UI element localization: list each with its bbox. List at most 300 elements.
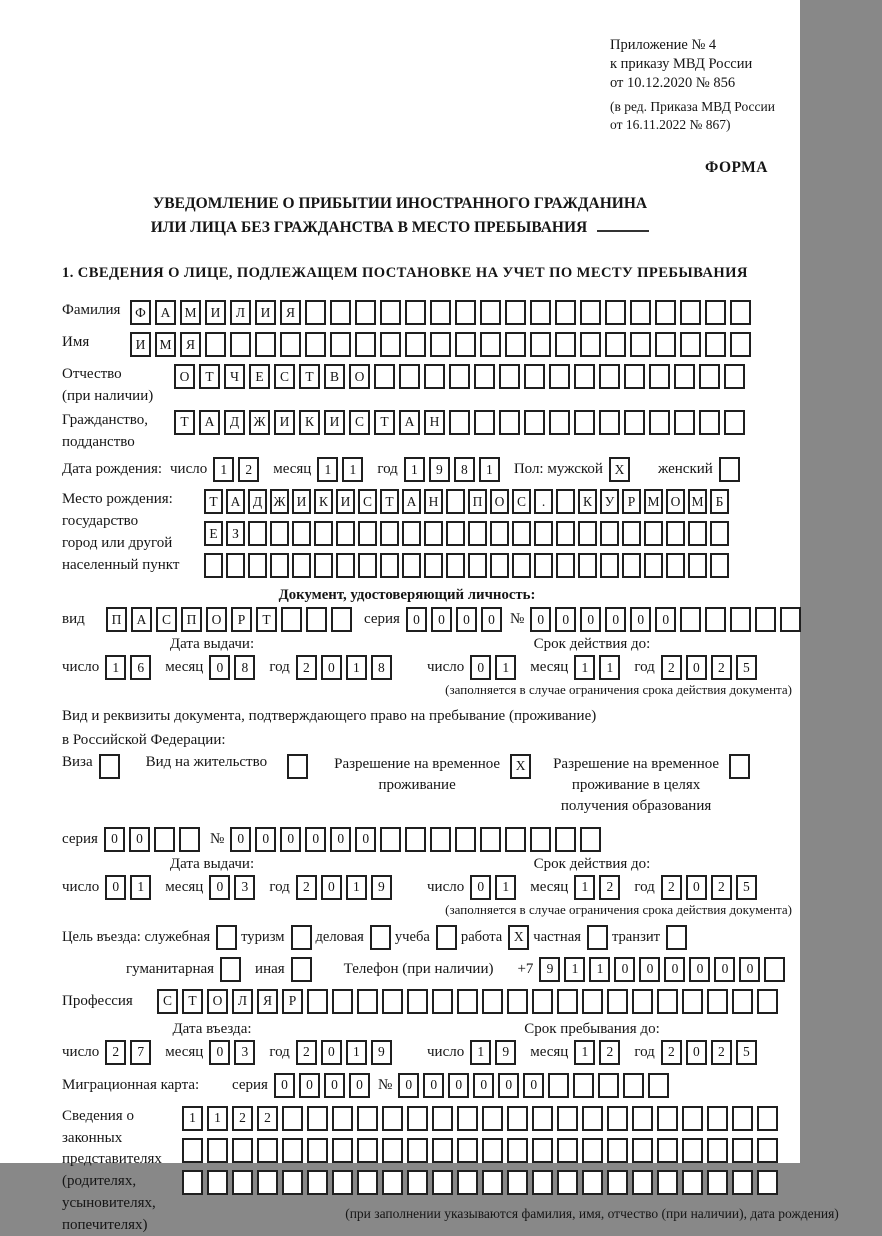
char-cell[interactable]: [764, 957, 785, 982]
char-cell[interactable]: 2: [599, 875, 620, 900]
char-cell[interactable]: [607, 1170, 628, 1195]
char-cell[interactable]: [257, 1138, 278, 1163]
char-cell[interactable]: [446, 489, 465, 514]
char-cell[interactable]: 0: [639, 957, 660, 982]
char-cell[interactable]: 1: [342, 457, 363, 482]
char-cell[interactable]: [555, 332, 576, 357]
char-cell[interactable]: [710, 553, 729, 578]
char-cell[interactable]: Ж: [249, 410, 270, 435]
char-cell[interactable]: [355, 300, 376, 325]
char-cell[interactable]: [607, 1106, 628, 1131]
char-cell[interactable]: [204, 553, 223, 578]
char-cell[interactable]: [632, 1106, 653, 1131]
char-cell[interactable]: [682, 1138, 703, 1163]
char-cell[interactable]: 0: [689, 957, 710, 982]
char-cell[interactable]: 2: [105, 1040, 126, 1065]
char-cell[interactable]: 1: [346, 875, 367, 900]
char-cell[interactable]: [649, 364, 670, 389]
char-cell[interactable]: [457, 989, 478, 1014]
char-cell[interactable]: [380, 827, 401, 852]
char-cell[interactable]: 2: [711, 655, 732, 680]
char-cell[interactable]: [358, 553, 377, 578]
char-cell[interactable]: 1: [495, 655, 516, 680]
char-cell[interactable]: 0: [473, 1073, 494, 1098]
char-cell[interactable]: [182, 1170, 203, 1195]
char-cell[interactable]: [282, 1170, 303, 1195]
char-cell[interactable]: С: [358, 489, 377, 514]
char-cell[interactable]: 2: [257, 1106, 278, 1131]
char-cell[interactable]: [599, 364, 620, 389]
char-cell[interactable]: А: [226, 489, 245, 514]
char-cell[interactable]: [446, 521, 465, 546]
char-cell[interactable]: А: [399, 410, 420, 435]
char-cell[interactable]: Ж: [270, 489, 289, 514]
char-cell[interactable]: А: [131, 607, 152, 632]
char-cell[interactable]: 9: [429, 457, 450, 482]
char-cell[interactable]: [405, 827, 426, 852]
char-cell[interactable]: [457, 1106, 478, 1131]
char-cell[interactable]: И: [205, 300, 226, 325]
char-cell[interactable]: [730, 332, 751, 357]
char-cell[interactable]: [332, 1138, 353, 1163]
char-cell[interactable]: [457, 1138, 478, 1163]
char-cell[interactable]: 0: [230, 827, 251, 852]
char-cell[interactable]: [710, 521, 729, 546]
char-cell[interactable]: Т: [380, 489, 399, 514]
char-cell[interactable]: 1: [479, 457, 500, 482]
char-cell[interactable]: [336, 521, 355, 546]
char-cell[interactable]: [374, 364, 395, 389]
char-cell[interactable]: [357, 989, 378, 1014]
char-cell[interactable]: 1: [495, 875, 516, 900]
char-cell[interactable]: [549, 410, 570, 435]
char-cell[interactable]: 8: [371, 655, 392, 680]
char-cell[interactable]: [226, 553, 245, 578]
char-cell[interactable]: [632, 989, 653, 1014]
char-cell[interactable]: 2: [232, 1106, 253, 1131]
char-cell[interactable]: [314, 553, 333, 578]
char-cell[interactable]: [757, 989, 778, 1014]
char-cell[interactable]: [357, 1170, 378, 1195]
char-cell[interactable]: [432, 1106, 453, 1131]
char-cell[interactable]: С: [349, 410, 370, 435]
char-cell[interactable]: [512, 521, 531, 546]
char-cell[interactable]: [682, 989, 703, 1014]
char-cell[interactable]: [622, 553, 641, 578]
char-cell[interactable]: [707, 1138, 728, 1163]
char-cell[interactable]: [557, 1138, 578, 1163]
char-cell[interactable]: [405, 300, 426, 325]
char-cell[interactable]: О: [490, 489, 509, 514]
char-cell[interactable]: [548, 1073, 569, 1098]
char-cell[interactable]: 0: [630, 607, 651, 632]
char-cell[interactable]: С: [156, 607, 177, 632]
char-cell[interactable]: [482, 989, 503, 1014]
char-cell[interactable]: [632, 1170, 653, 1195]
char-cell[interactable]: 0: [686, 1040, 707, 1065]
char-cell[interactable]: К: [314, 489, 333, 514]
char-cell[interactable]: [674, 364, 695, 389]
char-cell[interactable]: [430, 827, 451, 852]
char-cell[interactable]: [707, 1170, 728, 1195]
char-cell[interactable]: [332, 989, 353, 1014]
char-cell[interactable]: [207, 1170, 228, 1195]
char-cell[interactable]: И: [255, 300, 276, 325]
char-cell[interactable]: 1: [470, 1040, 491, 1065]
char-cell[interactable]: [657, 1138, 678, 1163]
char-cell[interactable]: [382, 1138, 403, 1163]
char-cell[interactable]: [382, 1170, 403, 1195]
char-cell[interactable]: [480, 300, 501, 325]
char-cell[interactable]: [573, 1073, 594, 1098]
char-cell[interactable]: У: [600, 489, 619, 514]
char-cell[interactable]: [630, 332, 651, 357]
char-cell[interactable]: [648, 1073, 669, 1098]
char-cell[interactable]: [580, 332, 601, 357]
char-cell[interactable]: [507, 989, 528, 1014]
char-cell[interactable]: Р: [622, 489, 641, 514]
char-cell[interactable]: 0: [349, 1073, 370, 1098]
char-cell[interactable]: Т: [204, 489, 223, 514]
char-cell[interactable]: [205, 332, 226, 357]
char-cell[interactable]: [624, 410, 645, 435]
char-cell[interactable]: 2: [296, 655, 317, 680]
char-cell[interactable]: [482, 1170, 503, 1195]
char-cell[interactable]: [216, 925, 237, 950]
char-cell[interactable]: [549, 364, 570, 389]
char-cell[interactable]: И: [336, 489, 355, 514]
char-cell[interactable]: [305, 300, 326, 325]
char-cell[interactable]: [282, 1138, 303, 1163]
char-cell[interactable]: [291, 957, 312, 982]
char-cell[interactable]: [424, 521, 443, 546]
char-cell[interactable]: [600, 553, 619, 578]
char-cell[interactable]: [557, 1170, 578, 1195]
char-cell[interactable]: [449, 410, 470, 435]
char-cell[interactable]: [357, 1138, 378, 1163]
char-cell[interactable]: [207, 1138, 228, 1163]
char-cell[interactable]: [757, 1170, 778, 1195]
char-cell[interactable]: [532, 1170, 553, 1195]
char-cell[interactable]: В: [324, 364, 345, 389]
char-cell[interactable]: [407, 1138, 428, 1163]
char-cell[interactable]: 0: [255, 827, 276, 852]
char-cell[interactable]: [666, 521, 685, 546]
char-cell[interactable]: [582, 1170, 603, 1195]
char-cell[interactable]: О: [666, 489, 685, 514]
char-cell[interactable]: 2: [661, 875, 682, 900]
char-cell[interactable]: О: [349, 364, 370, 389]
char-cell[interactable]: 1: [182, 1106, 203, 1131]
char-cell[interactable]: 0: [431, 607, 452, 632]
char-cell[interactable]: [582, 1138, 603, 1163]
char-cell[interactable]: [699, 410, 720, 435]
char-cell[interactable]: .: [534, 489, 553, 514]
char-cell[interactable]: [505, 827, 526, 852]
char-cell[interactable]: 0: [686, 875, 707, 900]
char-cell[interactable]: [382, 1106, 403, 1131]
char-cell[interactable]: 7: [130, 1040, 151, 1065]
char-cell[interactable]: [582, 1106, 603, 1131]
char-cell[interactable]: Я: [180, 332, 201, 357]
char-cell[interactable]: М: [155, 332, 176, 357]
char-cell[interactable]: 0: [664, 957, 685, 982]
char-cell[interactable]: [446, 553, 465, 578]
char-cell[interactable]: [556, 553, 575, 578]
char-cell[interactable]: X: [508, 925, 529, 950]
char-cell[interactable]: 0: [605, 607, 626, 632]
char-cell[interactable]: К: [299, 410, 320, 435]
char-cell[interactable]: М: [688, 489, 707, 514]
char-cell[interactable]: [280, 332, 301, 357]
char-cell[interactable]: Я: [257, 989, 278, 1014]
char-cell[interactable]: 0: [209, 1040, 230, 1065]
char-cell[interactable]: [232, 1138, 253, 1163]
char-cell[interactable]: 0: [406, 607, 427, 632]
char-cell[interactable]: Т: [256, 607, 277, 632]
char-cell[interactable]: [524, 410, 545, 435]
char-cell[interactable]: [457, 1170, 478, 1195]
char-cell[interactable]: [732, 989, 753, 1014]
char-cell[interactable]: [556, 521, 575, 546]
char-cell[interactable]: [436, 925, 457, 950]
char-cell[interactable]: [407, 1170, 428, 1195]
char-cell[interactable]: 1: [574, 1040, 595, 1065]
char-cell[interactable]: [380, 553, 399, 578]
char-cell[interactable]: 0: [105, 875, 126, 900]
char-cell[interactable]: 0: [330, 827, 351, 852]
char-cell[interactable]: [532, 1106, 553, 1131]
char-cell[interactable]: [357, 1106, 378, 1131]
char-cell[interactable]: [331, 607, 352, 632]
char-cell[interactable]: [182, 1138, 203, 1163]
char-cell[interactable]: [402, 553, 421, 578]
char-cell[interactable]: [307, 989, 328, 1014]
char-cell[interactable]: 1: [105, 655, 126, 680]
char-cell[interactable]: [682, 1106, 703, 1131]
char-cell[interactable]: И: [274, 410, 295, 435]
char-cell[interactable]: 1: [564, 957, 585, 982]
char-cell[interactable]: [154, 827, 175, 852]
char-cell[interactable]: [270, 521, 289, 546]
char-cell[interactable]: И: [130, 332, 151, 357]
char-cell[interactable]: 0: [355, 827, 376, 852]
char-cell[interactable]: [482, 1106, 503, 1131]
char-cell[interactable]: [305, 332, 326, 357]
char-cell[interactable]: О: [174, 364, 195, 389]
char-cell[interactable]: [732, 1138, 753, 1163]
char-cell[interactable]: [530, 300, 551, 325]
char-cell[interactable]: [179, 827, 200, 852]
char-cell[interactable]: [257, 1170, 278, 1195]
char-cell[interactable]: Т: [199, 364, 220, 389]
char-cell[interactable]: [587, 925, 608, 950]
char-cell[interactable]: [657, 1170, 678, 1195]
char-cell[interactable]: О: [206, 607, 227, 632]
char-cell[interactable]: 2: [711, 875, 732, 900]
char-cell[interactable]: Л: [230, 300, 251, 325]
char-cell[interactable]: К: [578, 489, 597, 514]
char-cell[interactable]: [757, 1106, 778, 1131]
char-cell[interactable]: [682, 1170, 703, 1195]
char-cell[interactable]: 1: [599, 655, 620, 680]
char-cell[interactable]: Р: [231, 607, 252, 632]
char-cell[interactable]: 0: [523, 1073, 544, 1098]
char-cell[interactable]: [287, 754, 308, 779]
char-cell[interactable]: 8: [234, 655, 255, 680]
char-cell[interactable]: [432, 1170, 453, 1195]
char-cell[interactable]: 3: [234, 875, 255, 900]
char-cell[interactable]: 1: [207, 1106, 228, 1131]
char-cell[interactable]: [291, 925, 312, 950]
char-cell[interactable]: [724, 364, 745, 389]
char-cell[interactable]: [474, 364, 495, 389]
char-cell[interactable]: [699, 364, 720, 389]
char-cell[interactable]: [507, 1170, 528, 1195]
char-cell[interactable]: [490, 521, 509, 546]
char-cell[interactable]: [314, 521, 333, 546]
char-cell[interactable]: X: [510, 754, 531, 779]
char-cell[interactable]: А: [402, 489, 421, 514]
char-cell[interactable]: 2: [296, 1040, 317, 1065]
char-cell[interactable]: [248, 553, 267, 578]
char-cell[interactable]: 0: [305, 827, 326, 852]
char-cell[interactable]: [680, 300, 701, 325]
char-cell[interactable]: И: [324, 410, 345, 435]
char-cell[interactable]: [382, 989, 403, 1014]
char-cell[interactable]: [729, 754, 750, 779]
char-cell[interactable]: 0: [470, 655, 491, 680]
char-cell[interactable]: [332, 1170, 353, 1195]
char-cell[interactable]: [355, 332, 376, 357]
char-cell[interactable]: [307, 1138, 328, 1163]
char-cell[interactable]: 0: [655, 607, 676, 632]
char-cell[interactable]: [99, 754, 120, 779]
char-cell[interactable]: [248, 521, 267, 546]
char-cell[interactable]: [330, 332, 351, 357]
char-cell[interactable]: Т: [174, 410, 195, 435]
char-cell[interactable]: [432, 989, 453, 1014]
char-cell[interactable]: [657, 989, 678, 1014]
char-cell[interactable]: [556, 489, 575, 514]
char-cell[interactable]: [555, 300, 576, 325]
char-cell[interactable]: [512, 553, 531, 578]
char-cell[interactable]: [482, 1138, 503, 1163]
char-cell[interactable]: 0: [321, 1040, 342, 1065]
char-cell[interactable]: [719, 457, 740, 482]
char-cell[interactable]: 9: [371, 875, 392, 900]
char-cell[interactable]: [455, 332, 476, 357]
char-cell[interactable]: [578, 553, 597, 578]
char-cell[interactable]: Л: [232, 989, 253, 1014]
char-cell[interactable]: [449, 364, 470, 389]
char-cell[interactable]: 5: [736, 1040, 757, 1065]
char-cell[interactable]: 1: [574, 655, 595, 680]
char-cell[interactable]: [530, 827, 551, 852]
char-cell[interactable]: [292, 553, 311, 578]
char-cell[interactable]: [332, 1106, 353, 1131]
char-cell[interactable]: [430, 300, 451, 325]
char-cell[interactable]: М: [180, 300, 201, 325]
char-cell[interactable]: [255, 332, 276, 357]
char-cell[interactable]: С: [157, 989, 178, 1014]
char-cell[interactable]: 1: [317, 457, 338, 482]
char-cell[interactable]: П: [468, 489, 487, 514]
char-cell[interactable]: Б: [710, 489, 729, 514]
char-cell[interactable]: 0: [580, 607, 601, 632]
char-cell[interactable]: 0: [321, 875, 342, 900]
char-cell[interactable]: 0: [129, 827, 150, 852]
char-cell[interactable]: [557, 989, 578, 1014]
char-cell[interactable]: [499, 410, 520, 435]
char-cell[interactable]: [730, 607, 751, 632]
char-cell[interactable]: 0: [104, 827, 125, 852]
char-cell[interactable]: [666, 925, 687, 950]
char-cell[interactable]: 9: [539, 957, 560, 982]
char-cell[interactable]: [732, 1106, 753, 1131]
char-cell[interactable]: 0: [274, 1073, 295, 1098]
char-cell[interactable]: [330, 300, 351, 325]
char-cell[interactable]: 2: [711, 1040, 732, 1065]
char-cell[interactable]: [574, 364, 595, 389]
char-cell[interactable]: [599, 410, 620, 435]
char-cell[interactable]: [705, 300, 726, 325]
char-cell[interactable]: Ч: [224, 364, 245, 389]
char-cell[interactable]: 0: [280, 827, 301, 852]
char-cell[interactable]: [380, 332, 401, 357]
char-cell[interactable]: [407, 989, 428, 1014]
char-cell[interactable]: [557, 1106, 578, 1131]
char-cell[interactable]: 8: [454, 457, 475, 482]
char-cell[interactable]: [507, 1106, 528, 1131]
char-cell[interactable]: 5: [736, 655, 757, 680]
char-cell[interactable]: Е: [249, 364, 270, 389]
char-cell[interactable]: [624, 364, 645, 389]
char-cell[interactable]: [534, 521, 553, 546]
char-cell[interactable]: 0: [739, 957, 760, 982]
char-cell[interactable]: 2: [599, 1040, 620, 1065]
char-cell[interactable]: А: [155, 300, 176, 325]
char-cell[interactable]: [499, 364, 520, 389]
char-cell[interactable]: [644, 553, 663, 578]
char-cell[interactable]: 1: [589, 957, 610, 982]
char-cell[interactable]: 6: [130, 655, 151, 680]
char-cell[interactable]: [649, 410, 670, 435]
char-cell[interactable]: 0: [555, 607, 576, 632]
char-cell[interactable]: [580, 300, 601, 325]
char-cell[interactable]: З: [226, 521, 245, 546]
char-cell[interactable]: 0: [423, 1073, 444, 1098]
char-cell[interactable]: [705, 607, 726, 632]
char-cell[interactable]: [632, 1138, 653, 1163]
char-cell[interactable]: 0: [498, 1073, 519, 1098]
char-cell[interactable]: [455, 300, 476, 325]
char-cell[interactable]: [380, 300, 401, 325]
char-cell[interactable]: [605, 332, 626, 357]
char-cell[interactable]: [220, 957, 241, 982]
char-cell[interactable]: [424, 553, 443, 578]
char-cell[interactable]: Я: [280, 300, 301, 325]
char-cell[interactable]: С: [274, 364, 295, 389]
char-cell[interactable]: [292, 521, 311, 546]
char-cell[interactable]: [707, 989, 728, 1014]
char-cell[interactable]: 0: [456, 607, 477, 632]
char-cell[interactable]: [655, 300, 676, 325]
char-cell[interactable]: [555, 827, 576, 852]
char-cell[interactable]: Т: [182, 989, 203, 1014]
char-cell[interactable]: 0: [209, 875, 230, 900]
char-cell[interactable]: О: [207, 989, 228, 1014]
